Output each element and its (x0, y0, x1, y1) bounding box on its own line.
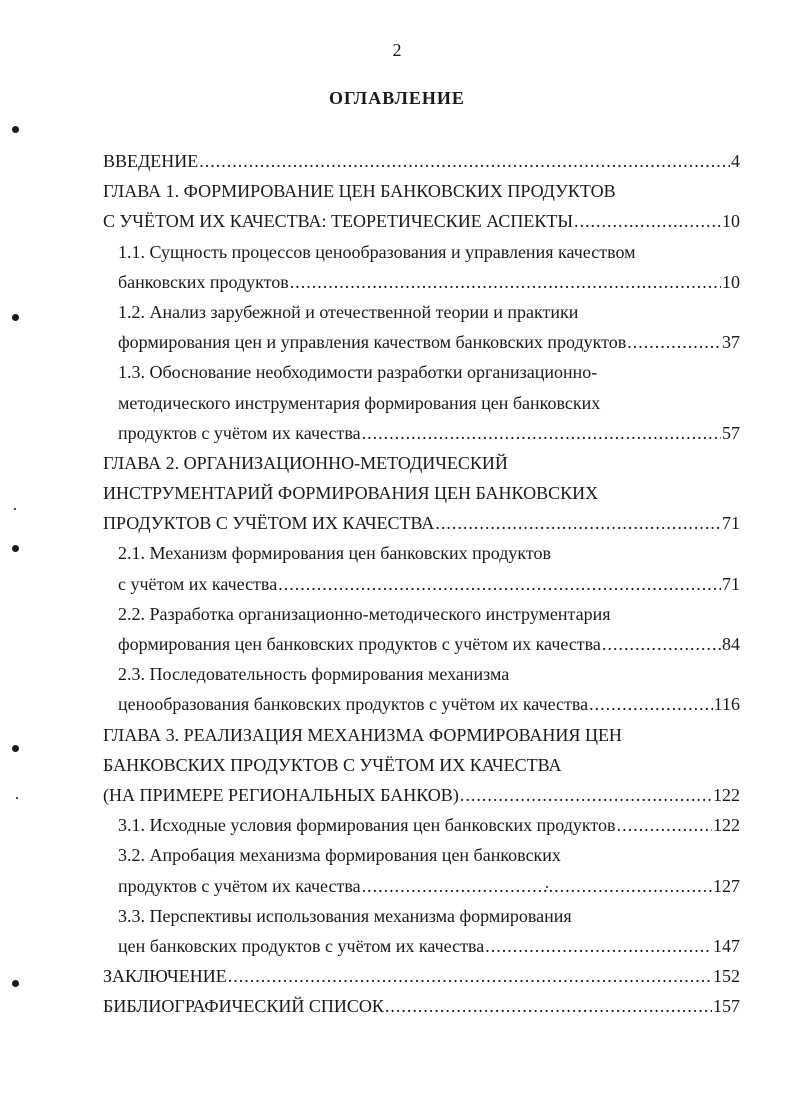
toc-entry-title: (НА ПРИМЕРЕ РЕГИОНАЛЬНЫХ БАНКОВ) (103, 784, 459, 805)
toc-page-number: 116 (713, 694, 740, 715)
binding-hole-mark (12, 314, 19, 321)
toc-entry-title: формирования цен банковских продуктов с учётом их качества (118, 634, 601, 654)
toc-subsection-entry (103, 901, 740, 961)
toc-subsection-entry (103, 810, 740, 840)
toc-page-number: 37 (722, 332, 740, 353)
toc-entry-title: ПРОДУКТОВ С УЧЁТОМ ИХ КАЧЕСТВА (103, 513, 435, 534)
toc-page-number: 10 (722, 271, 740, 292)
toc-entry-title: БИБЛИОГРАФИЧЕСКИЙ СПИСОК (103, 996, 384, 1017)
toc-entry-leader-line (103, 780, 740, 810)
toc-entry-leader-line (103, 206, 740, 236)
dot-leader (385, 991, 712, 1021)
dot-leader (602, 629, 721, 659)
toc-entry-leader-line (118, 629, 740, 659)
scan-speck (14, 508, 16, 510)
binding-hole-mark (12, 980, 19, 987)
dot-leader (627, 327, 721, 357)
toc-chapter-entry (103, 146, 740, 176)
toc-entry-title: банковских продуктов (118, 271, 289, 292)
toc-entry-text-line: ГЛАВА 1. ФОРМИРОВАНИЕ ЦЕН БАНКОВСКИХ ПРОДУКТОВ (103, 181, 616, 202)
dot-leader (362, 871, 712, 901)
toc-entry-leader-line (118, 931, 740, 961)
binding-hole-mark (12, 545, 19, 552)
dot-leader (228, 961, 712, 991)
toc-entry-leader-line (118, 327, 740, 357)
dot-leader (362, 418, 721, 448)
toc-entry-leader-line (103, 961, 740, 991)
toc-page-number: 10 (722, 211, 740, 232)
toc-entry-text-line: ИНСТРУМЕНТАРИЙ ФОРМИРОВАНИЯ ЦЕН БАНКОВСКИХ (103, 483, 599, 504)
dot-leader (290, 267, 721, 297)
toc-entry-text-line: 3.3. Перспективы использования механизма формирования (118, 905, 572, 926)
toc-entry-text-line: 1.2. Анализ зарубежной и отечественной теории и практики (118, 301, 579, 322)
toc-chapter-entry (103, 961, 740, 991)
toc-entry-title: ценообразования банковских продуктов с учётом их качества (118, 694, 589, 715)
toc-entry-leader-line (103, 508, 740, 538)
toc-entry-title: С УЧЁТОМ ИХ КАЧЕСТВА: ТЕОРЕТИЧЕСКИЕ АСПЕКТЫ (103, 211, 574, 232)
toc-subsection-entry (103, 237, 740, 297)
toc-chapter-entry (103, 448, 740, 539)
toc-entry-title: с учётом их качества (118, 573, 278, 594)
toc-entry-text-line: 1.1. Сущность процессов ценообразования и управления качеством (118, 241, 636, 262)
toc-entry-title: цен банковских продуктов с учётом их качества (118, 935, 485, 956)
toc-page-number: 84 (722, 634, 740, 654)
dot-leader (278, 569, 721, 599)
dot-leader (435, 508, 721, 538)
toc-entry-title: ЗАКЛЮЧЕНИЕ (103, 966, 227, 987)
toc-page-number: 157 (713, 996, 740, 1017)
toc-page-number: 127 (713, 875, 740, 896)
toc-page-number: 71 (722, 513, 740, 534)
toc-subsection-entry (103, 599, 740, 659)
toc-entry-title: продуктов с учётом их качества (118, 875, 361, 896)
toc-entry-leader-line (118, 689, 740, 719)
toc-entry-text-line: методического инструментария формирования цен банковских (118, 392, 601, 413)
toc-entry-text-line: 2.3. Последовательность формирования механизма (118, 664, 510, 685)
toc-entry-text-line: 2.1. Механизм формирования цен банковских продуктов (118, 543, 552, 564)
toc-page-number: 152 (713, 966, 740, 987)
toc-entry-text-line: БАНКОВСКИХ ПРОДУКТОВ С УЧЁТОМ ИХ КАЧЕСТВА (103, 754, 562, 775)
toc-entry-text-line: 1.3. Обоснование необходимости разработки организационно- (118, 362, 598, 383)
toc-chapter-entry (103, 720, 740, 811)
toc-entry-text-line: ГЛАВА 3. РЕАЛИЗАЦИЯ МЕХАНИЗМА ФОРМИРОВАНИЯ ЦЕН (103, 724, 622, 745)
toc-page-number: 4 (731, 151, 740, 171)
toc-subsection-entry (103, 297, 740, 357)
toc-entry-title: формирования цен и управления качеством банковских продуктов (118, 332, 627, 353)
toc-entry-leader-line (118, 418, 740, 448)
dot-leader (617, 810, 712, 840)
toc-subsection-entry (103, 538, 740, 598)
toc-entry-leader-line (118, 810, 740, 840)
toc-page-number: 57 (722, 422, 740, 443)
dot-leader (589, 689, 712, 719)
dot-leader (485, 931, 712, 961)
table-of-contents (103, 146, 740, 1021)
toc-entry-text-line: 2.2. Разработка организационно-методического инструментария (118, 603, 611, 624)
toc-entry-leader-line (103, 991, 740, 1021)
dot-leader (460, 780, 712, 810)
toc-page-number: 122 (713, 815, 740, 836)
toc-entry-leader-line (118, 871, 740, 901)
toc-page-number: 122 (713, 784, 740, 805)
toc-page-number: 71 (722, 573, 740, 594)
binding-hole-mark (12, 126, 19, 133)
toc-entry-title: продуктов с учётом их качества (118, 422, 361, 443)
scan-speck (546, 886, 548, 888)
toc-subsection-entry (103, 659, 740, 719)
toc-page-number: 147 (713, 935, 740, 956)
toc-subsection-entry (103, 357, 740, 448)
toc-chapter-entry (103, 176, 740, 236)
binding-hole-mark (12, 745, 19, 752)
toc-entry-title: 3.1. Исходные условия формирования цен банковских продуктов (118, 815, 616, 836)
page-number: 2 (392, 40, 402, 60)
toc-entry-title: ВВЕДЕНИЕ (103, 151, 199, 171)
scan-speck (16, 797, 18, 799)
toc-heading: ОГЛАВЛЕНИЕ (329, 88, 465, 108)
dot-leader (574, 206, 721, 236)
toc-chapter-entry (103, 991, 740, 1021)
toc-entry-text-line: 3.2. Апробация механизма формирования цен банковских (118, 845, 561, 866)
toc-entry-leader-line (103, 146, 740, 176)
toc-entry-text-line: ГЛАВА 2. ОРГАНИЗАЦИОННО-МЕТОДИЧЕСКИЙ (103, 452, 508, 473)
toc-subsection-entry (103, 840, 740, 900)
dot-leader (199, 146, 730, 176)
toc-entry-leader-line (118, 569, 740, 599)
toc-entry-leader-line (118, 267, 740, 297)
